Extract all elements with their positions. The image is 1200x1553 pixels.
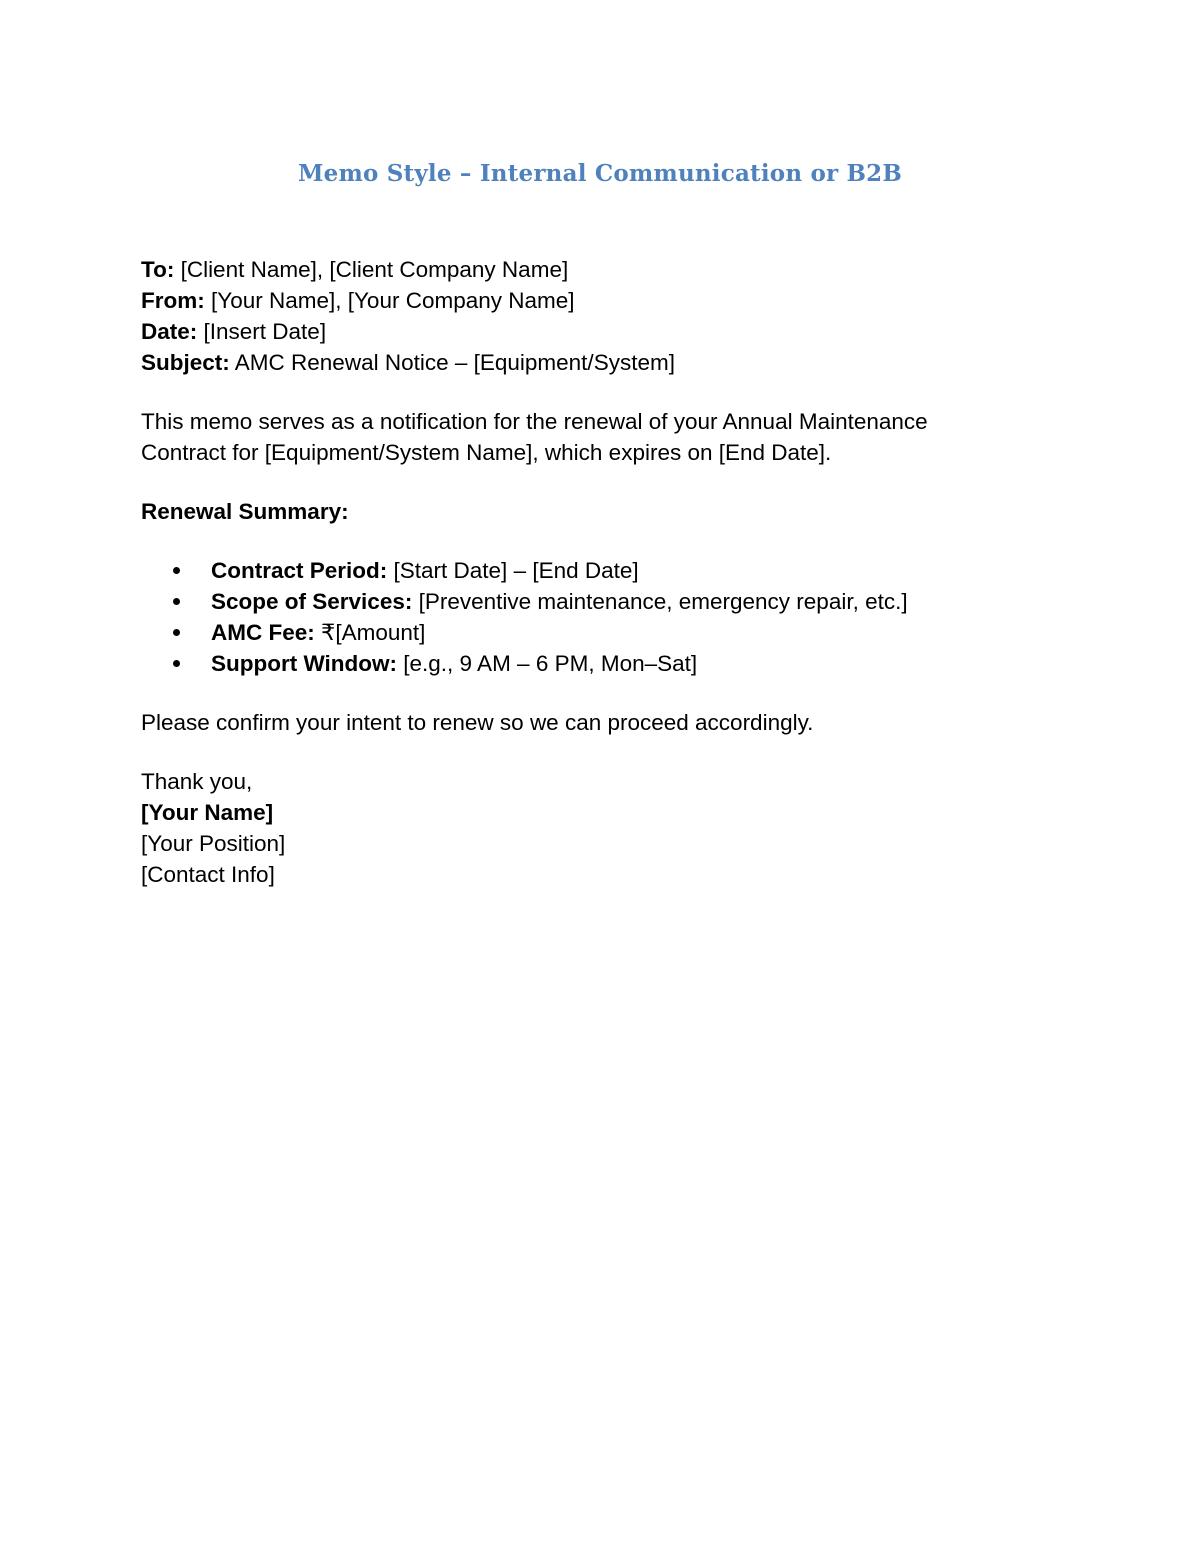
- signoff-thanks: Thank you,: [141, 769, 253, 794]
- item-value: ₹[Amount]: [314, 620, 426, 645]
- intro-line-1: This memo serves as a notification for the renewal of your Annual Maintenance: [141, 409, 928, 434]
- item-label: Contract Period:: [211, 558, 388, 583]
- date-value: [Insert Date]: [197, 319, 327, 344]
- item-value: [Start Date] – [End Date]: [387, 558, 639, 583]
- to-line: [141, 254, 1041, 285]
- summary-list: [141, 555, 1041, 679]
- list-item: [141, 617, 1041, 648]
- subject-value: AMC Renewal Notice – [Equipment/System]: [229, 350, 675, 375]
- memo-body: [141, 254, 1041, 890]
- to-label: To:: [141, 257, 175, 282]
- list-item: [141, 648, 1041, 679]
- bullet-icon: [173, 567, 180, 574]
- from-value: [Your Name], [Your Company Name]: [204, 288, 575, 313]
- date-label: Date:: [141, 319, 198, 344]
- bullet-icon: [173, 660, 180, 667]
- to-value: [Client Name], [Client Company Name]: [174, 257, 569, 282]
- intro-line-2: Contract for [Equipment/System Name], which expires on [End Date].: [141, 440, 832, 465]
- summary-heading: Renewal Summary:: [141, 499, 349, 524]
- bullet-icon: [173, 598, 180, 605]
- subject-label: Subject:: [141, 350, 230, 375]
- item-label: AMC Fee:: [211, 620, 315, 645]
- signoff-name: [Your Name]: [141, 800, 274, 825]
- from-label: From:: [141, 288, 205, 313]
- closing-request: Please confirm your intent to renew so we can proceed accordingly.: [141, 710, 814, 735]
- list-item: [141, 586, 1041, 617]
- item-label: Support Window:: [211, 651, 397, 676]
- date-line: [141, 316, 1041, 347]
- signoff-contact: [Contact Info]: [141, 862, 275, 887]
- signoff-position: [Your Position]: [141, 831, 286, 856]
- item-label: Scope of Services:: [211, 589, 413, 614]
- bullet-icon: [173, 629, 180, 636]
- list-item: [141, 555, 1041, 586]
- item-value: [e.g., 9 AM – 6 PM, Mon–Sat]: [397, 651, 698, 676]
- from-line: [141, 285, 1041, 316]
- intro-paragraph: [141, 406, 1021, 468]
- subject-line: [141, 347, 1041, 378]
- memo-title: Memo Style – Internal Communication or B2B: [297, 160, 903, 187]
- item-value: [Preventive maintenance, emergency repair, etc.]: [412, 589, 908, 614]
